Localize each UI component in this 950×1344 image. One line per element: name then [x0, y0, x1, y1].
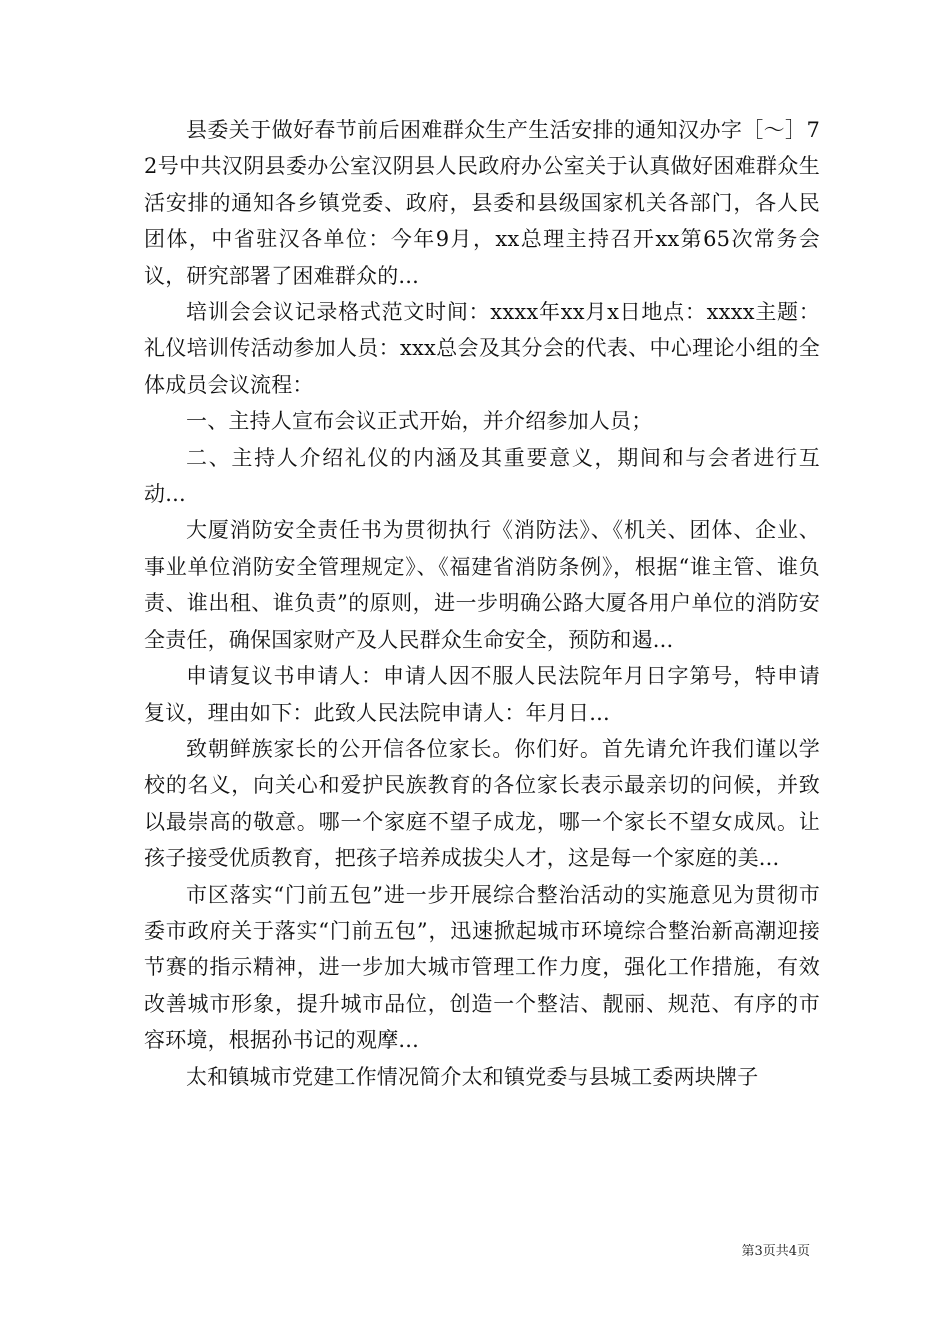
paragraph-5: 大厦消防安全责任书为贯彻执行《消防法》、《机关、团体、企业、事业单位消防安全管理规定》、《福建省消防条例》，根据“谁主管、谁负责、谁出租、谁负责”的原则，进一步明确公路大厦各用户单位的消防安全责任，确保国家财产及人民群众生命安全，预防和遏... — [144, 518, 820, 652]
page-number: 第3页共4页 — [741, 1244, 810, 1259]
paragraph-6: 申请复议书申请人：申请人因不服人民法院年月日字第号，特申请复议，理由如下：此致人民法院申请人：年月日... — [144, 664, 820, 725]
document-body — [144, 112, 820, 1095]
paragraph-9: 太和镇城市党建工作情况简介太和镇党委与县城工委两块牌子 — [186, 1064, 759, 1089]
paragraph-8: 市区落实“门前五包”进一步开展综合整治活动的实施意见为贯彻市委市政府关于落实“门前五包”，迅速掀起城市环境综合整治新高潮迎接节赛的指示精神，进一步加大城市管理工作力度，强化工作措施，有效改善城市形象，提升城市品位，创造一个整洁、靓丽、规范、有序的市容环境，根据孙书记的观摩... — [144, 882, 820, 1053]
paragraph-2: 培训会会议记录格式范文时间：xxxx年xx月x日地点：xxxx主题：礼仪培训传活动参加人员：xxx总会及其分会的代表、中心理论小组的全体成员会议流程： — [144, 300, 820, 397]
paragraph-3: 一、主持人宣布会议正式开始，并介绍参加人员； — [186, 409, 653, 434]
paragraph-1: 县委关于做好春节前后困难群众生产生活安排的通知汉办字［～］72号中共汉阴县委办公室汉阴县人民政府办公室关于认真做好困难群众生活安排的通知各乡镇党委、政府，县委和县级国家机关各部门，各人民团体，中省驻汉各单位：今年9月，xx总理主持召开xx第65次常务会议，研究部署了困难群众的... — [144, 118, 820, 288]
paragraph-4: 二、主持人介绍礼仪的内涵及其重要意义，期间和与会者进行互动... — [144, 445, 820, 507]
paragraph-7: 致朝鲜族家长的公开信各位家长。你们好。首先请允许我们谨以学校的名义，向关心和爱护民族教育的各位家长表示最亲切的问候，并致以最崇高的敬意。哪一个家庭不望子成龙，哪一个家长不望女成凤。让孩子接受优质教育，把孩子培养成拔尖人才，这是每一个家庭的美... — [144, 736, 820, 871]
